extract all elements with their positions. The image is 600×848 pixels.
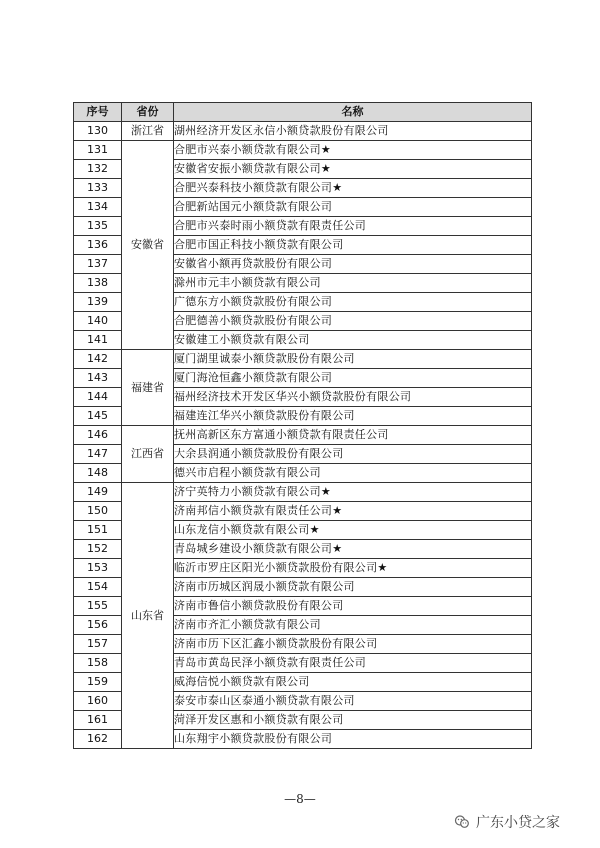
row-name: 厦门湖里诚泰小额贷款股份有限公司 <box>174 352 355 365</box>
row-seq: 162 <box>74 730 122 749</box>
row-seq: 131 <box>74 141 122 160</box>
row-name-cell <box>174 388 532 407</box>
row-name-cell <box>174 407 532 426</box>
row-seq: 138 <box>74 274 122 293</box>
row-name: 德兴市启程小额贷款有限公司 <box>174 466 321 479</box>
star-icon: ★ <box>320 485 332 498</box>
row-name: 福建连江华兴小额贷款股份有限公司 <box>174 409 355 422</box>
row-name: 济南市齐汇小额贷款有限公司 <box>174 618 321 631</box>
watermark <box>454 812 560 832</box>
row-name-cell <box>174 540 532 559</box>
header-name: 名称 <box>174 103 532 122</box>
row-name: 济南邦信小额贷款有限责任公司 <box>174 504 333 517</box>
row-province: 安徽省 <box>122 141 174 350</box>
row-name: 威海信悦小额贷款有限公司 <box>174 675 310 688</box>
lender-table <box>73 102 532 749</box>
star-icon: ★ <box>320 143 332 156</box>
star-icon: ★ <box>332 504 343 517</box>
row-province: 江西省 <box>122 426 174 483</box>
row-name-cell <box>174 711 532 730</box>
row-name-cell <box>174 692 532 711</box>
row-name-cell <box>174 559 532 578</box>
row-name: 安徽省小额再贷款股份有限公司 <box>174 257 333 270</box>
table-body <box>74 122 532 749</box>
row-name: 厦门海沧恒鑫小额贷款有限公司 <box>174 371 333 384</box>
row-name-cell <box>174 312 532 331</box>
row-name-cell <box>174 274 532 293</box>
row-seq: 161 <box>74 711 122 730</box>
row-name-cell <box>174 426 532 445</box>
row-name-cell <box>174 198 532 217</box>
row-name-cell <box>174 730 532 749</box>
star-icon: ★ <box>332 181 343 194</box>
row-name-cell <box>174 635 532 654</box>
row-seq: 141 <box>74 331 122 350</box>
row-name: 济南市历下区汇鑫小额贷款股份有限公司 <box>174 637 378 650</box>
row-name-cell <box>174 616 532 635</box>
row-name: 合肥新站国元小额贷款有限公司 <box>174 200 333 213</box>
row-seq: 152 <box>74 540 122 559</box>
row-name: 济南市历城区润晟小额贷款有限公司 <box>174 580 355 593</box>
row-seq: 157 <box>74 635 122 654</box>
row-name-cell <box>174 331 532 350</box>
row-seq: 132 <box>74 160 122 179</box>
row-name: 临沂市罗庄区阳光小额贷款股份有限公司 <box>174 561 378 574</box>
row-name: 合肥市兴泰时雨小额贷款有限责任公司 <box>174 219 367 232</box>
row-seq: 156 <box>74 616 122 635</box>
row-seq: 130 <box>74 122 122 141</box>
row-seq: 140 <box>74 312 122 331</box>
row-name: 大余县润通小额贷款股份有限公司 <box>174 447 344 460</box>
row-name: 滁州市元丰小额贷款有限公司 <box>174 276 321 289</box>
row-name-cell <box>174 160 532 179</box>
row-name-cell <box>174 464 532 483</box>
row-seq: 148 <box>74 464 122 483</box>
row-name: 青岛市黄岛民泽小额贷款有限责任公司 <box>174 656 367 669</box>
row-name: 合肥兴泰科技小额贷款有限公司 <box>174 181 333 194</box>
row-seq: 142 <box>74 350 122 369</box>
row-name-cell <box>174 217 532 236</box>
row-name: 泰安市泰山区泰通小额贷款有限公司 <box>174 694 355 707</box>
row-seq: 153 <box>74 559 122 578</box>
row-name-cell <box>174 502 532 521</box>
row-name-cell <box>174 236 532 255</box>
row-name: 山东龙信小额贷款有限公司 <box>174 523 310 536</box>
star-icon: ★ <box>309 523 320 536</box>
row-name-cell <box>174 483 532 502</box>
row-name: 安徽建工小额贷款有限公司 <box>174 333 310 346</box>
row-name: 抚州高新区东方富通小额贷款有限责任公司 <box>174 428 389 441</box>
row-name-cell <box>174 578 532 597</box>
row-province: 浙江省 <box>122 122 174 141</box>
table-header-row <box>74 103 532 122</box>
row-seq: 150 <box>74 502 122 521</box>
row-seq: 160 <box>74 692 122 711</box>
row-seq: 149 <box>74 483 122 502</box>
row-seq: 134 <box>74 198 122 217</box>
row-name: 广德东方小额贷款股份有限公司 <box>174 295 333 308</box>
row-name: 菏泽开发区惠和小额贷款有限公司 <box>174 713 344 726</box>
table-row <box>74 350 532 369</box>
table-row <box>74 122 532 141</box>
row-name-cell <box>174 673 532 692</box>
row-seq: 144 <box>74 388 122 407</box>
row-name-cell <box>174 293 532 312</box>
row-seq: 139 <box>74 293 122 312</box>
row-name-cell <box>174 122 532 141</box>
row-name: 福州经济技术开发区华兴小额贷款股份有限公司 <box>174 390 412 403</box>
row-province: 山东省 <box>122 483 174 749</box>
row-name-cell <box>174 654 532 673</box>
watermark-text: 广东小贷之家 <box>476 815 560 831</box>
star-icon: ★ <box>320 162 332 175</box>
row-name-cell <box>174 597 532 616</box>
row-name-cell <box>174 350 532 369</box>
row-name-cell <box>174 369 532 388</box>
row-seq: 158 <box>74 654 122 673</box>
table-row <box>74 426 532 445</box>
page-number: —8— <box>284 792 316 806</box>
row-seq: 154 <box>74 578 122 597</box>
row-name-cell <box>174 179 532 198</box>
row-seq: 137 <box>74 255 122 274</box>
row-seq: 143 <box>74 369 122 388</box>
table-row <box>74 141 532 160</box>
row-seq: 151 <box>74 521 122 540</box>
row-name: 湖州经济开发区永信小额贷款股份有限公司 <box>174 124 389 137</box>
row-province: 福建省 <box>122 350 174 426</box>
table-row <box>74 483 532 502</box>
header-province: 省份 <box>122 103 174 122</box>
star-icon: ★ <box>332 542 343 555</box>
row-seq: 135 <box>74 217 122 236</box>
row-name-cell <box>174 141 532 160</box>
row-name-cell <box>174 521 532 540</box>
row-seq: 159 <box>74 673 122 692</box>
row-name: 合肥市国正科技小额贷款有限公司 <box>174 238 344 251</box>
row-seq: 133 <box>74 179 122 198</box>
row-name: 济南市鲁信小额贷款股份有限公司 <box>174 599 344 612</box>
row-name-cell <box>174 255 532 274</box>
row-name: 合肥市兴泰小额贷款有限公司 <box>174 143 321 156</box>
row-name: 青岛城乡建设小额贷款有限公司 <box>174 542 333 555</box>
star-icon: ★ <box>377 561 388 574</box>
row-name-cell <box>174 445 532 464</box>
row-seq: 146 <box>74 426 122 445</box>
row-seq: 145 <box>74 407 122 426</box>
header-seq: 序号 <box>74 103 122 122</box>
row-name: 济宁英特力小额贷款有限公司 <box>174 485 321 498</box>
row-seq: 136 <box>74 236 122 255</box>
wechat-icon <box>454 814 470 830</box>
row-seq: 147 <box>74 445 122 464</box>
row-name: 安徽省安振小额贷款有限公司 <box>174 162 321 175</box>
row-name: 合肥德善小额贷款股份有限公司 <box>174 314 333 327</box>
row-name: 山东翔宇小额贷款股份有限公司 <box>174 732 333 745</box>
row-seq: 155 <box>74 597 122 616</box>
